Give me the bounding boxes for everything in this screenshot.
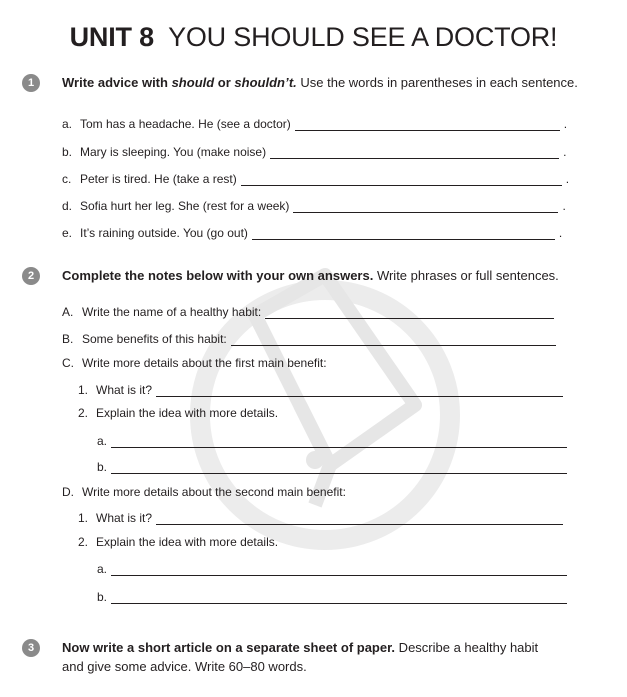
note-prompt: Some benefits of this habit: xyxy=(82,332,227,346)
item-prompt: It’s raining outside. You (go out) xyxy=(80,226,248,240)
note-d2a: a. xyxy=(97,562,567,576)
answer-line[interactable] xyxy=(111,436,567,448)
note-c: C. Write more details about the first main benefit: xyxy=(62,356,327,370)
item-prompt: Mary is sleeping. You (make noise) xyxy=(80,145,267,159)
exercise-2-header xyxy=(22,268,612,286)
exercise-instruction-line2: and give some advice. Write 60–80 words. xyxy=(62,659,307,674)
note-d2: 2. Explain the idea with more details. xyxy=(78,535,279,549)
answer-line[interactable] xyxy=(265,307,554,319)
note-d1: 1. What is it? xyxy=(78,511,563,525)
ex1-item-c: c. Peter is tired. He (take a rest) . xyxy=(62,172,570,186)
note-c2a: a. xyxy=(97,434,567,448)
ex1-item-e: e. It’s raining outside. You (go out) . xyxy=(62,226,563,240)
item-marker: b. xyxy=(62,145,73,159)
answer-line[interactable] xyxy=(156,385,563,397)
item-marker: e. xyxy=(62,226,73,240)
answer-line[interactable] xyxy=(295,119,560,131)
item-marker: a. xyxy=(62,117,73,131)
exercise-number-badge: 2 xyxy=(22,267,40,285)
unit-title: YOU SHOULD SEE A DOCTOR! xyxy=(168,22,558,52)
note-c2: 2. Explain the idea with more details. xyxy=(78,406,279,420)
answer-line[interactable] xyxy=(241,174,562,186)
note-prompt: What is it? xyxy=(96,383,153,397)
note-d2b: b. xyxy=(97,590,567,604)
exercise-3-header xyxy=(22,640,612,680)
note-d: D. Write more details about the second main benefit: xyxy=(62,485,346,499)
answer-line[interactable] xyxy=(231,334,556,346)
answer-line[interactable] xyxy=(111,592,567,604)
note-prompt: What is it? xyxy=(96,511,153,525)
note-a: A. Write the name of a healthy habit: xyxy=(62,305,554,319)
unit-number: UNIT 8 xyxy=(69,22,154,52)
answer-line[interactable] xyxy=(156,513,563,525)
answer-line[interactable] xyxy=(111,462,567,474)
note-prompt: Write more details about the second main benefit: xyxy=(82,485,346,499)
item-prompt: Peter is tired. He (take a rest) xyxy=(80,172,237,186)
ex1-item-b: b. Mary is sleeping. You (make noise) . xyxy=(62,145,567,159)
note-prompt: Explain the idea with more details. xyxy=(96,406,279,420)
exercise-1-header xyxy=(22,75,612,93)
answer-line[interactable] xyxy=(293,201,558,213)
exercise-number-badge: 3 xyxy=(22,639,40,657)
exercise-instruction: Write advice with should or shouldn’t. Use the words in parentheses in each sentence. xyxy=(62,75,578,90)
ex1-item-d: d. Sofia hurt her leg. She (rest for a week) . xyxy=(62,199,566,213)
exercise-instruction: Now write a short article on a separate sheet of paper. Describe a healthy habit xyxy=(62,640,539,655)
answer-line[interactable] xyxy=(252,228,555,240)
note-c2b: b. xyxy=(97,460,567,474)
item-prompt: Tom has a headache. He (see a doctor) xyxy=(80,117,291,131)
note-c1: 1. What is it? xyxy=(78,383,563,397)
item-marker: c. xyxy=(62,172,72,186)
ex1-item-a: a. Tom has a headache. He (see a doctor) . xyxy=(62,117,568,131)
exercise-instruction: Complete the notes below with your own answers. Write phrases or full sentences. xyxy=(62,268,559,283)
answer-line[interactable] xyxy=(270,147,559,159)
page-title xyxy=(0,22,627,53)
item-marker: d. xyxy=(62,199,73,213)
note-b: B. Some benefits of this habit: xyxy=(62,332,556,346)
item-prompt: Sofia hurt her leg. She (rest for a week) xyxy=(80,199,290,213)
exercise-number-badge: 1 xyxy=(22,74,40,92)
answer-line[interactable] xyxy=(111,564,567,576)
note-prompt: Explain the idea with more details. xyxy=(96,535,279,549)
note-prompt: Write the name of a healthy habit: xyxy=(82,305,262,319)
watermark-logo xyxy=(180,255,470,555)
note-prompt: Write more details about the first main benefit: xyxy=(82,356,327,370)
